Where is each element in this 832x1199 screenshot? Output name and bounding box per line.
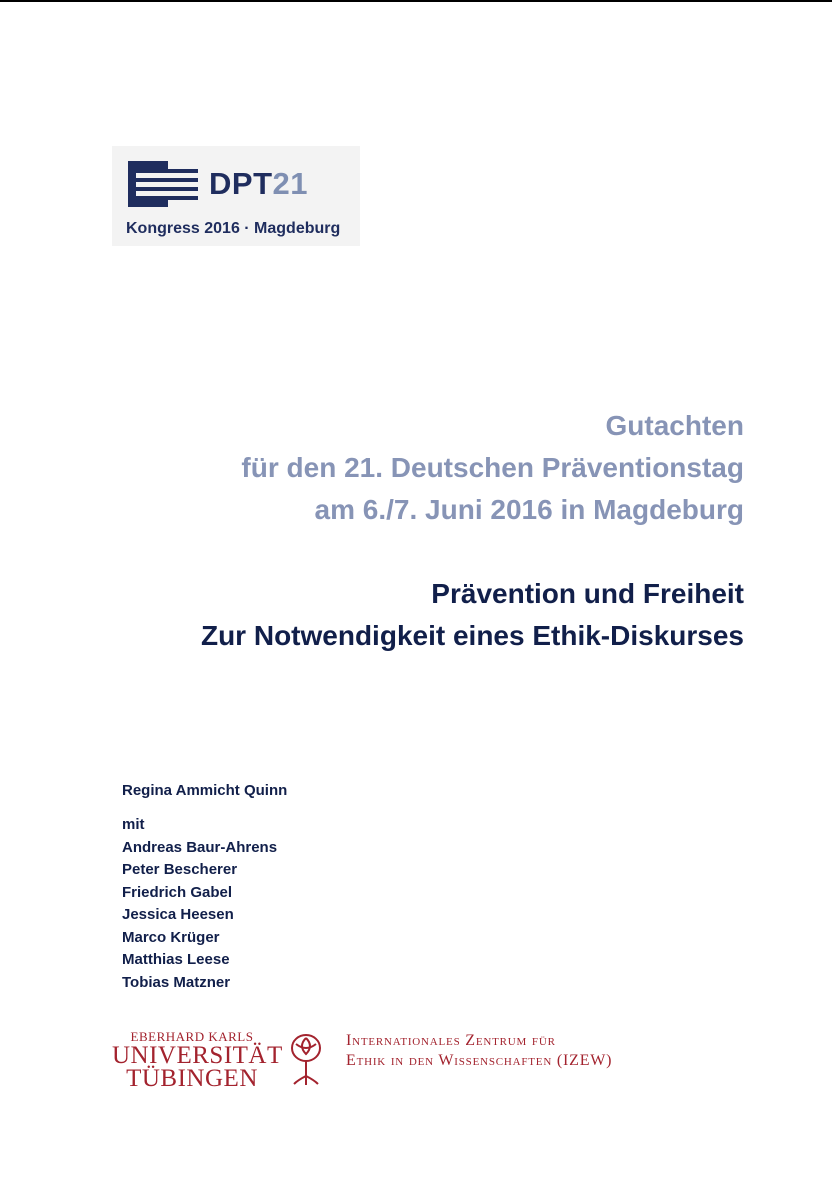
lead-author: Regina Ammicht Quinn — [122, 782, 288, 799]
coauthor: Marco Krüger — [122, 928, 220, 946]
report-type-heading — [241, 405, 744, 531]
coauthor: Matthias Leese — [122, 951, 230, 968]
izew-line1: Internationales Zentrum für — [346, 1032, 556, 1049]
dpt-wordmark-letters: DPT — [209, 166, 273, 201]
coauthor: Jessica Heesen — [122, 906, 234, 923]
author-list — [122, 780, 287, 994]
university-logo-line2: UNIVERSITÄT — [112, 1042, 283, 1069]
report-subtitle-line: Zur Notwendigkeit eines Ethik-Diskurses — [200, 620, 744, 651]
dpt-lines-mark-icon — [128, 161, 198, 207]
dpt-subtitle: Kongress 2016 · Magdeburg — [126, 220, 341, 237]
coauthor: Peter Bescherer — [122, 861, 238, 878]
report-type-line: Gutachten — [605, 410, 744, 441]
university-logo-line1: EBERHARD KARLS — [130, 1029, 254, 1044]
dpt-wordmark — [209, 166, 308, 202]
coauthor: Tobias Matzner — [122, 973, 231, 991]
university-tuebingen-logo — [112, 1029, 283, 1092]
top-border-line — [0, 0, 832, 2]
palm-tree-icon — [288, 1032, 324, 1086]
report-title — [201, 573, 744, 657]
izew-line2: Ethik in den Wissenschaften (IZEW) — [346, 1052, 613, 1069]
report-type-line: für den 21. Deutschen Präventionstag — [241, 452, 744, 483]
university-logo-line3: TÜBINGEN — [126, 1065, 258, 1092]
dpt-wordmark-number: 21 — [272, 166, 308, 201]
izew-logo-text — [346, 1031, 612, 1071]
report-type-line: am 6./7. Juni 2016 in Magdeburg — [314, 494, 744, 525]
dpt-logo — [112, 146, 360, 246]
with-label: mit — [122, 816, 145, 833]
coauthor: Andreas Baur-Ahrens — [122, 838, 278, 856]
coauthor: Friedrich Gabel — [122, 883, 233, 901]
report-title-line: Prävention und Freiheit — [431, 578, 744, 609]
